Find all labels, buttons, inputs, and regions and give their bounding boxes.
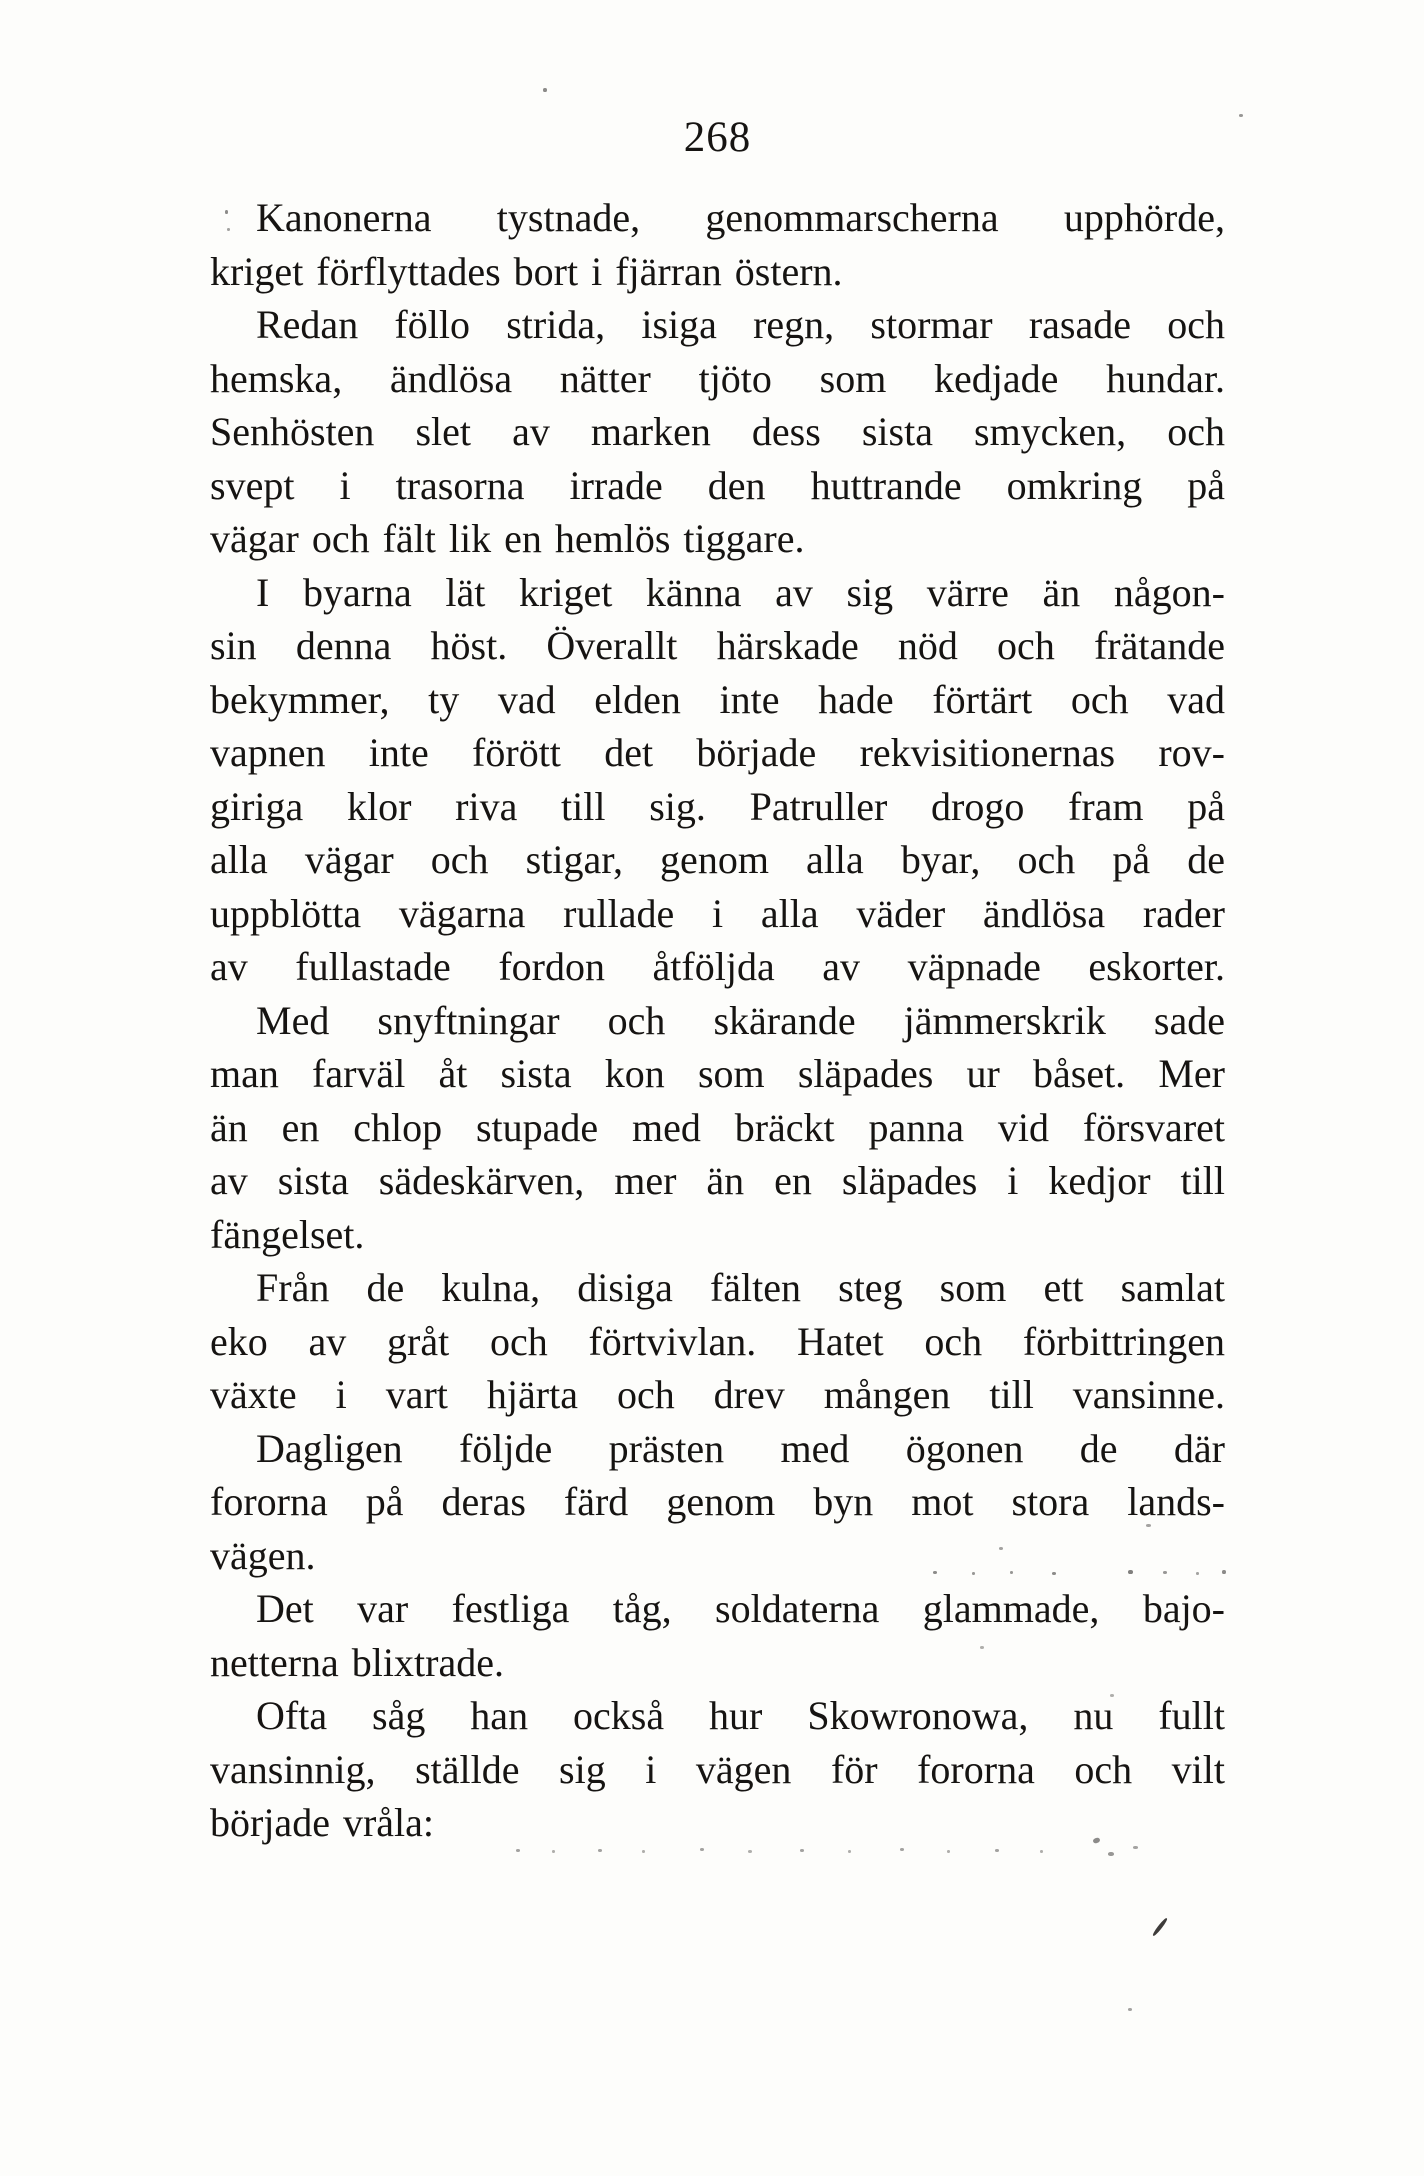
text-line: sin denna höst. Överallt härskade nöd och frätande <box>210 623 1225 668</box>
scan-speck <box>552 1850 555 1853</box>
scan-speck <box>1128 2008 1132 2011</box>
text-line: hemska, ändlösa nätter tjöto som kedjade hundar. <box>210 355 1225 401</box>
scan-speck <box>543 88 547 92</box>
scan-speck <box>848 1850 851 1853</box>
text-line: fängelset. <box>210 1211 365 1257</box>
scan-speck <box>1108 1852 1114 1856</box>
text-line: Redan föllo strida, isiga regn, stormar rasade och <box>256 302 1225 347</box>
text-line: I byarna lät kriget känna av sig värre än någon- <box>256 569 1225 615</box>
text-line: uppblötta vägarna rullade i alla väder ändlösa rader <box>210 890 1225 936</box>
text-line: vapnen inte förött det började rekvisitionernas rov- <box>210 730 1225 775</box>
text-line: Ofta såg han också hur Skowronowa, nu fullt <box>256 1693 1225 1738</box>
text-line: kriget förflyttades bort i fjärran östern. <box>210 248 843 294</box>
text-line: av fullastade fordon åtföljda av väpnade eskorter. <box>210 944 1225 989</box>
text-line: Det var festliga tåg, soldaterna glammade, bajo- <box>256 1586 1225 1631</box>
text-line: alla vägar och stigar, genom alla byar, och på de <box>210 837 1225 882</box>
page-number: 268 <box>683 114 752 161</box>
scan-speck <box>1040 1850 1043 1853</box>
text-line: man farväl åt sista kon som släpades ur båset. Mer <box>210 1051 1225 1096</box>
scan-speck <box>748 1850 752 1853</box>
scan-speck <box>947 1850 950 1853</box>
text-line: vansinnig, ställde sig i vägen för fororna och vilt <box>210 1746 1225 1792</box>
text-line: Kanonerna tystnade, genommarscherna upphörde, <box>256 195 1225 240</box>
text-line: av sista sädeskärven, mer än en släpades i kedjor till <box>210 1158 1225 1203</box>
text-line: växte i vart hjärta och drev mången till vansinne. <box>210 1372 1225 1417</box>
text-line: netterna blixtrade. <box>210 1639 504 1685</box>
scan-speck <box>642 1850 645 1853</box>
text-line: vägen. <box>210 1532 316 1578</box>
text-line: Senhösten slet av marken dess sista smycken, och <box>210 409 1225 454</box>
text-line: fororna på deras färd genom byn mot stora lands- <box>210 1479 1225 1524</box>
text-line: än en chlop stupade med bräckt panna vid försvaret <box>210 1104 1225 1150</box>
text-line: eko av gråt och förtvivlan. Hatet och förbittringen <box>210 1318 1225 1364</box>
text-line: giriga klor riva till sig. Patruller drogo fram på <box>210 783 1225 829</box>
text-line: bekymmer, ty vad elden inte hade förtärt och vad <box>210 676 1225 722</box>
scan-speck <box>1152 1917 1169 1937</box>
text-line: började vråla: <box>210 1800 434 1845</box>
scan-speck <box>1239 114 1243 117</box>
text-line: vägar och fält lik en hemlös tiggare. <box>210 516 805 561</box>
text-line: Från de kulna, disiga fälten steg som ett samlat <box>256 1265 1225 1310</box>
text-line: svept i trasorna irrade den huttrande omkring på <box>210 462 1225 508</box>
text-line: Med snyftningar och skärande jämmerskrik sade <box>256 997 1225 1043</box>
text-line: Dagligen följde prästen med ögonen de där <box>256 1425 1225 1471</box>
text-block <box>210 191 1225 1850</box>
